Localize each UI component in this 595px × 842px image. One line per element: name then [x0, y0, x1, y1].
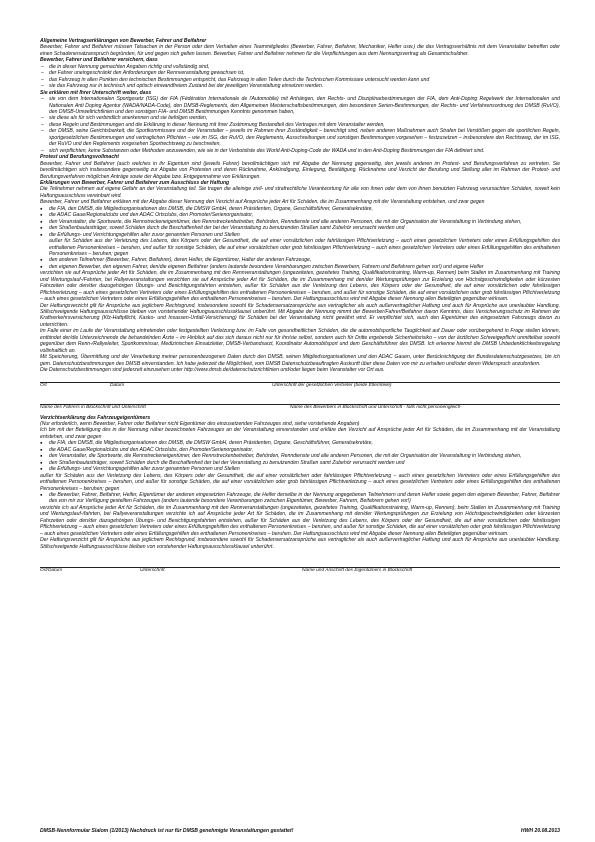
- liability-paragraph: Im Falle einer im Laufe der Veranstaltung eintretenden oder festgestellten Verletzung bzw. im Falle von gesundheitlichen Schäden, die die automobilsportliche Tauglichkeit auf Dauer oder vorübergehend in Frage stellen können, entbindet der/die Unterzeichnende die behandelnden Ärzte – im Hinblick auf das sich daraus nicht nur für ihn/sie selbst, sondern auch für Dritte ergebende Sicherheitsrisiko – von der ärztlichen Schweigepflicht unmittelbar sowohl gegenüber dem Renn-/Rallyeleiter, Sportkommissar, Medizinischen Einsatzleiter, DMSB-Verbandsarzt, Koordinator Automobilsport und dem Geschäftsführer des DMSB. Ich erkenne hiermit die DMSB Unbedenklichkeitsregelung vollinhaltlich an.: [40, 328, 560, 354]
- owner-intro: (Nur erforderlich, wenn Bewerber, Fahrer oder Beifahrer nicht Eigentümer des einzusetzenden Fahrzeuges sind, siehe vorstehende Angaben): [40, 421, 360, 428]
- list-item: ● die ADAC Gaue/Regionalclubs und den ADAC Ortsclubs, den Promoter/Serienorganisator,: [40, 212, 560, 218]
- liability-paragraph: Der Haftungsverzicht gilt für Ansprüche aus jeglichem Rechtsgrund, insbesondere sowohl für Schadensersatzansprüche aus vertraglicher als auch außervertraglicher Haftung und auch für Ansprüche aus unerlaubter Handlung. Stillschweigende Haftungsausschlüsse bleiben von vorstehender Haftungsausschlussklausel unberührt. Mit Abgabe der Nennung nimmt der Bewerber/Fahrer/Beifahrer davon Kenntnis, dass Versicherungsschutz im Rahmen der Kraftverkehrsversicherung (Kfz-Haftpflicht, Kasko- und Insassen-Unfall-Versicherung) für Schäden bei der Veranstaltung nicht gewährt wird. Er verpflichtet sich, auch den Eigentümer des eingesetzten Fahrzeugs davon zu unterrichten.: [40, 302, 560, 328]
- section-title-general-declarations: Allgemeine Vertragserklärungen von Bewerber, Fahrer und Beifahrer: [40, 38, 207, 44]
- list-item: ● die FIA, den DMSB, die Mitgliedsorganisationen des DMSB, die DMSW GmbH, deren Präsidenten, Organe, Geschäftsführer, Generalsekretäre,: [40, 440, 560, 446]
- list-item: – die in dieser Nennung gemachten Angaben richtig und vollständig sind,: [40, 64, 560, 70]
- label-ort: Ort: [40, 382, 47, 388]
- signature-row-driver[interactable]: [40, 390, 560, 412]
- list-item: ● den Straßenbaulastträger, soweit Schäden durch die Beschaffenheit der bei der Veranstaltung zu benutzenden Straßen samt Zubehör verursacht werden und: [40, 225, 560, 231]
- liability-paragraph: Mit Speicherung, Übermittlung und der Verarbeitung meiner personenbezogenen Daten durch den DMSB, seinen Mitgliedsorganisationen und den ADAC Gauen, unter Berücksichtigung der Bundesdatenschutzgesetzes, bin ich gem. Datenschutzbestimmungen des DMSB einverstanden. Ich habe jederzeit die Möglichkeit, vom DMSB Datenschutzbeauftragten Auskunft über diese Daten von mir zu erhalten und/oder deren Widerspruch anzufordern.: [40, 354, 560, 367]
- declaration-list: [40, 96, 560, 154]
- signature-row-representative[interactable]: [40, 374, 560, 390]
- list-item: – sie von dem Internationalen Sportgesetz (ISG) der FIA (Fédération Internationale de l'Automobile) mit Anhängen, den Rechts- und Disziplinarbestimmungen der FIA, dem Anti-Doping Regelwerk der Internationalen und Nationalen Anti Doping Agentur (WADA/NADA-Code), den DMSB-Reglements, den Allgemeinen Meisterschaftsbestimmungen, den besonderen Serien-Bestimmungen, der Rechts- und Verfahrensordnung des DMSB (RuVO), den DMSB-Umweltrichtlinien und den sonstigen FIA- und DMSB Bestimmungen Kenntnis genommen haben,: [40, 96, 560, 115]
- list-item: ● den Veranstalter, die Sportwarte, die Rennstreckeneigentümer, den Rennstreckenbetreiber, Behörden, Renndienste und alle anderen Personen, die mit der Organisation der Veranstaltung in Verbindung stehen,: [40, 219, 560, 225]
- subheading-protest: Protest und Berufungsvollmacht: [40, 154, 119, 161]
- owner-paragraph: außer für Schäden aus der Verletzung des Lebens, des Körpers oder der Gesundheit, die auf einer vorsätzlichen oder fahrlässigen Pflichtverletzung – auch eines gesetzlichen Vertreters oder eines Erfüllungsgehilfen des enthaltenen Personenkreises – beruhen, und außer für sonstige Schäden, die auf einer vorsätzlichen oder grob fahrlässigen Pflichtverletzung – auch eines gesetzlichen Vertreters oder eines Erfüllungsgehilfen des enthaltenen Personenkreises – beruhen; gegen: [40, 472, 560, 492]
- list-item: – der Fahrer uneingeschränkt den Anforderungen der Rennveranstaltung gewachsen ist,: [40, 70, 560, 76]
- list-item: – diese Regeln und Bestimmungen und die Erklärung in dieser Nennung mit ihrer Zustimmung Bestandteil des Vertrages mit dem Veranstalter werden,: [40, 122, 560, 128]
- general-intro: Bewerber, Fahrer und Beifahrer müssen Tatsachen in der Person oder dem Verhalten eines Teammitgliedes (Bewerber, Fahrer, Beifahrer, Mechaniker, Helfer usw.) die das Vertragsverhältnis mit dem Veranstalter betreffen oder einen Schadenersatzanspruch begründen, für und gegen sich gelten lassen. Bewerber, Fahrer und Beifahrer nehmen für die Verpflichtungen aus dem Nennungsvertrag als Gesamtschuldner.: [40, 44, 560, 57]
- subheading-assurances: Bewerber, Fahrer und Beifahrer versichern, dass: [40, 57, 158, 64]
- protest-paragraph: Bewerber, Fahrer und Beifahrer (auch welches in ihr Eigentum sind (jeweils Fahrer) bevollmächtigen sich mit Abgabe der Nennung gegenseitig, den jeweils anderen im Protest- und Berufungsverfahren zu vertreten. Sie bevollmächtigen sich insbesondere gegenseitig zur Abgabe von Protesten und deren Rücknahme, Ankündigung, Einlegung, Bestätigung, Rücknahme und Verzicht der Berufung und Stellung aller im Rahmen der Protest- und Berufungsverfahren möglichen Anträge sowie der Abgabe bzw. Entgegennahme von Erklärungen.: [40, 160, 560, 180]
- list-item: – das Fahrzeug in allen Punkten den technischen Bestimmungen entspricht, das Fahrzeug in allen Teilen durch die Technischen Kommissare untersucht werden kann und: [40, 77, 560, 83]
- assurance-list: [40, 64, 560, 90]
- list-item: – der DMSB, seine Gerichtsbarkeit, die Sportkommissare und der Veranstalter – jeweils im Rahmen ihrer Zuständigkeit – berechtigt sind, neben anderen Maßnahmen auch Strafen bei Verstößen gegen die sportlichen Regeln, sportgesetzlichen Bestimmungen und vertraglichen Pflichten – wie im ISG, der RuVO, den Reglements, Ausschreibungen und sonstigen Bestimmungen vorgesehen – festzusetzen – insbesondere den Rechtsweg, der im ISG, der RuVO und den Reglements vorgesehen Sportrechtsweg zu beschreiten,: [40, 128, 560, 147]
- list-item: ● den Veranstalter, die Sportwarte, die Rennstreckeneigentümer, den Rennstreckenbetreiber, Behörden, Renndienste und alle anderen Personen, die mit der Organisation der Veranstaltung in Verbindung stehen,: [40, 453, 560, 459]
- list-item: ● den anderen Teilnehmer (Bewerber, Fahrer, Beifahrer), deren Helfer, die Eigentümer, Halter der anderen Fahrzeuge,: [40, 257, 560, 263]
- liability-paragraph: verzichten sie auf Ansprüche jeder Art für Schäden, die im Zusammenhang mit den Rennveranstaltungen (ungezeitetes, gezeitetes Training, Qualifikationstraining, Warm-up, Rennen) beim Stallen im Zusammenhang mit Training und Wertungslauf-/Fahrten, bei Rallyeveranstaltungen verzichten sie auf Ansprüche jeder Art für Schäden, die im Zusammenhang mit den/der Wertungsprüfungen zur Erzielung von Höchstgeschwindigkeiten oder kürzesten Fahrzeiten oder den/der dazugehörigen Übungs- und Besichtigungsfahrten entstehen, außer für Schäden aus der Verletzung des Lebens, des Körpers oder der Gesundheit, die auf einer vorsätzlichen oder fahrlässigen Pflichtverletzung – auch eines gesetzlichen Vertreters oder eines Erfüllungsgehilfen des enthaltenen Personenkreises – beruhen, und außer für sonstige Schäden, die auf einer vorsätzlichen oder grob fahrlässigen Pflichtverletzung – auch eines gesetzlichen Vertreters oder eines Erfüllungsgehilfen des enthaltenen Personenkreises – beruhen. Der Haftungsausschluss wird mit Abgabe dieser Nennung allen Beteiligten gegenüber wirksam.: [40, 270, 560, 303]
- list-item: ● den Straßenbaulastträger, soweit Schäden durch die Beschaffenheit der bei der Veranstaltung zu benutzenden Straßen samt Zubehör verursacht werden und: [40, 460, 560, 466]
- label-ort-datum: Ort/Datum: [40, 568, 63, 574]
- list-item: ● die Bewerber, Fahrer, Beifahrer, Helfer, Eigentümer der anderen eingesetzten Fahrzeuge, die Helfer derselbe in der Nennung angegebenen Teilnehmern und deren Helfer sowie gegen den eigenen Bewerber, Fahrer, Beifahrer des von mir zur Verfügung gestellten Fahrzeuges (anders lautende besondere Vereinbarungen zwischen Eigentümer, Bewerber, Fahrern, Beifahrern gehen vor!): [40, 492, 560, 505]
- owner-waiver-list-2: [40, 492, 560, 505]
- section-title-owner-waiver: Verzichtserklärung des Fahrzeugeigentümers: [40, 414, 151, 421]
- list-item: ● die Erfüllungs- und Verrichtungsgehilfen aller zuvor genannten Personen und Stellen: [40, 232, 560, 238]
- owner-paragraph: Der Haftungsverzicht gilt für Ansprüche aus jeglichem Rechtsgrund, insbesondere sowohl für Schadensersatzansprüche aus vertraglicher als auch außervertraglicher Haftung und auch für Ansprüche aus unerlaubter Handlung. Stillschweigende Haftungsausschlüsse bleiben von vorstehender Haftungsausschlussklausel unberührt.: [40, 537, 560, 550]
- label-signature: Unterschrift: [140, 568, 165, 574]
- footer-version: HWH 20.08.2013: [520, 828, 560, 834]
- list-item: – sie diese als für sich verbindlich anerkennen und sie befolgen werden,: [40, 115, 560, 121]
- subheading-further-declarations: Sie erklären mit Ihrer Unterschrift weiter, dass: [40, 89, 152, 96]
- owner-paragraph: Ich bin mit der Beteiligung des in der Nennung näher bezeichneten Fahrzeuges an der Veranstaltung einverstanden und erkläre den Verzicht auf Ansprüche jeder Art für Schäden, die im Zusammenhang mit der Veranstaltung entstehen, und zwar gegen: [40, 427, 560, 440]
- list-item: außer für Schäden aus der Verletzung des Lebens, des Körpers oder der Gesundheit, die auf einer vorsätzlichen oder fahrlässigen Pflichtverletzung – auch eines gesetzlichen Vertreters oder eines Erfüllungsgehilfen des enthaltenen Personenkreises – beruhen, und außer für sonstige Schäden, die auf einer vorsätzlichen oder grob fahrlässigen Pflichtverletzung – auch eines gesetzlichen Vertreters oder eines Erfüllungsgehilfen des enthaltenen Personenkreises – beruhen; gegen: [49, 238, 560, 257]
- list-item: ● die ADAC Gaue/Regionalclubs und den ADAC Ortsclubs, den Promoter/Serienorganisator,: [40, 447, 560, 453]
- footer-form-note: DMSB-Nennformular Slalom (1/2013) Nachdruck ist nur für DMSB genehmigte Veranstaltungen gestattet!: [40, 828, 294, 834]
- label-entrant-signature: Name des Bewerbers in Blockschrift und Unterschrift - falls nicht personengleich-: [290, 404, 462, 410]
- signature-line: [40, 567, 560, 568]
- liability-paragraph: Die Teilnehmer nehmen auf eigene Gefahr an der Veranstaltung teil. Sie tragen die alleinige zivil- und strafrechtliche Verantwortung für alle von ihnen oder dem von ihnen benutzten Fahrzeug verursachten Schäden, soweit kein Haftungsausschluss vereinbart wird.: [40, 186, 560, 199]
- list-item: ● den eigenen Bewerber, den eigenen Fahrer, den/die eigenen Beifahrer (anders lautende besondere Vereinbarungen zwischen Bewerbern, Fahrern und Beifahrern gehen vor!) und eigene Helfer: [40, 264, 560, 270]
- list-item: – sie das Fahrzeug nur in technisch und optisch einwandfreiem Zustand bei der jeweiligen Veranstaltung einsetzen werden.: [40, 83, 560, 89]
- document-body: [40, 38, 560, 830]
- label-driver-signature: Name des Fahrers in Blockschrift und Unterschrift: [40, 404, 146, 410]
- label-datum: Datum: [110, 382, 125, 388]
- owner-waiver-list: [40, 440, 560, 472]
- list-item: ● die Erfüllungs- und Verrichtungsgehilfen aller zuvor genannten Personen und Stellen: [40, 466, 560, 472]
- label-guardian-signature: Unterschrift der gesetzlichen Vertreter (beide Elternteile): [272, 382, 392, 388]
- owner-paragraph: verzichte ich auf Ansprüche jeder Art für Schäden, die im Zusammenhang mit den Rennveranstaltungen (ungezeitetes, gezeitetes Training, Qualifikationstraining, Warm-up, Rennen), beim Stallen im Zusammenhang mit Training und Wertungslauf-/fahrten, bei Rallyeveranstaltungen verzichte ich auf Ansprüche jeder Art für Schäden, die im Zusammenhang mit den/der Wertungsprüfungen zur Erzielung von Höchstgeschwindigkeiten oder kürzesten Fahrzeiten oder den/der dazugehörigen Übungs- und Besichtigungsfahrten entstehen, außer für Schäden aus der Verletzung des Lebens, des Körpers oder der Gesundheit, die auf einer vorsätzlichen oder fahrlässigen Pflichtverletzung – auch eines gesetzlichen Vertreters oder eines Erfüllungsgehilfen des enthaltenen Personenkreises – beruhen, und außer für sonstige Schäden, die auf einer vorsätzlichen oder grob fahrlässigen Pflichtverletzung – auch eines gesetzlichen Vertreters oder eines Erfüllungsgehilfen des enthaltenen Personenkreises – beruhen. Der Haftungsausschluss wird mit Abgabe dieser Nennung allen Beteiligten gegenüber wirksam.: [40, 504, 560, 537]
- list-item: ● die FIA, den DMSB, die Mitgliedsorganisationen des DMSB, die DMSW GmbH, deren Präsidenten, Organe, Geschäftsführer, Generalsekretäre,: [40, 206, 560, 212]
- waiver-list: [40, 206, 560, 271]
- section-title-liability: Erklärungen von Bewerber, Fahrer und Beifahrer zum Ausschluss der Haftung: [40, 179, 230, 186]
- liability-paragraph: Bewerber, Fahrer und Beifahrer erklären mit der Abgabe dieser Nennung den Verzicht auf Ansprüche jeder Art für Schäden, die im Zusammenhang mit der Veranstaltung entstehen, und zwar gegen: [40, 199, 485, 206]
- privacy-paragraph: Die Datenschutzbestimmungen sind jederzeit einzusehen unter http://www.dmsb.de/datenschutzrichtlinien und/oder liegen beim Veranstalter vor Ort aus.: [40, 367, 385, 374]
- label-owner-name: Name und Anschrift des Eigentümers in Blockschrift: [302, 568, 413, 574]
- list-item: – sich verpflichten, keine Substanzen oder Methoden anzuwenden, wie sie in der Verbotsliste des World Anti-Doping-Code der WADA und in den Anti-Doping Bestimmungen der FIA definiert sind.: [40, 148, 560, 154]
- signature-row-owner[interactable]: [40, 550, 560, 576]
